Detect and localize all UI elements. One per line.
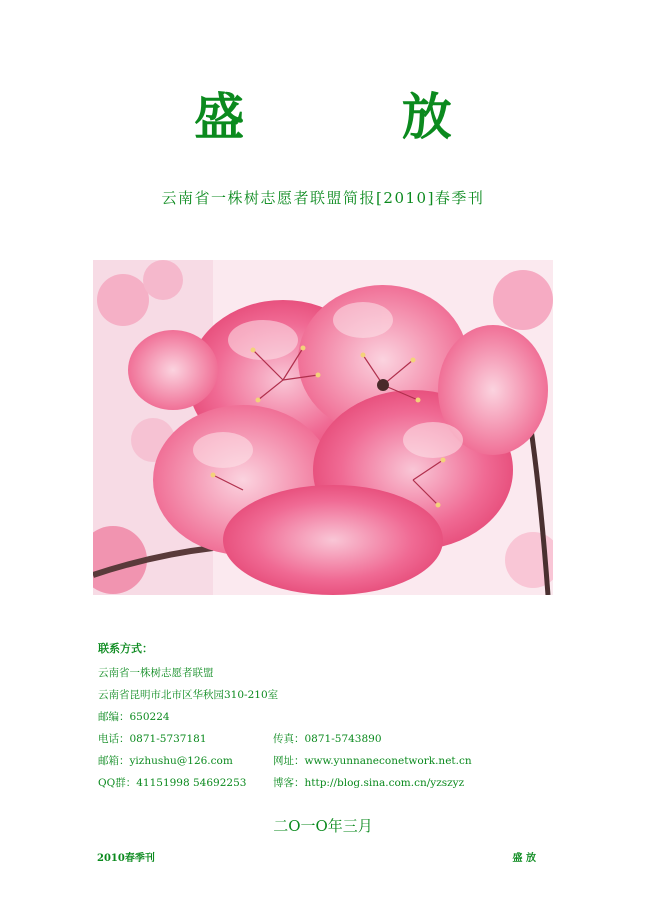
contact-org: 云南省一株树志愿者联盟: [98, 667, 214, 679]
contact-postcode: 邮编：650224: [98, 711, 170, 723]
contact-blog[interactable]: 博客：http://blog.sina.com.cn/yzszyz: [273, 777, 465, 789]
footer-issue-label: 2010春季刊: [97, 853, 155, 864]
contact-row-email: [98, 750, 618, 772]
contact-email[interactable]: 邮箱：yizhushu@126.com: [98, 755, 233, 767]
contact-fax: 传真：0871-5743890: [273, 733, 382, 745]
contact-address: 云南省昆明市北市区华秋园310-210室: [98, 689, 279, 701]
pink-blossom-photo: [93, 260, 553, 595]
contact-row-phone: [98, 728, 618, 750]
contact-qq: QQ群：41151998 54692253: [98, 777, 247, 789]
page-subtitle: 云南省一株树志愿者联盟简报[2010]春季刊: [161, 189, 485, 207]
contact-phone: 电话：0871-5737181: [98, 733, 207, 745]
contact-website[interactable]: 网址：www.yunnaneconetwork.net.cn: [273, 755, 472, 767]
contact-row-qq: [98, 772, 618, 794]
contact-heading: 联系方式：: [98, 642, 153, 655]
page-title: 盛 放: [194, 87, 522, 146]
issue-date: 二O一O年三月: [273, 817, 373, 835]
footer-title-label: 盛 放: [512, 853, 536, 864]
contact-section: [98, 640, 618, 794]
